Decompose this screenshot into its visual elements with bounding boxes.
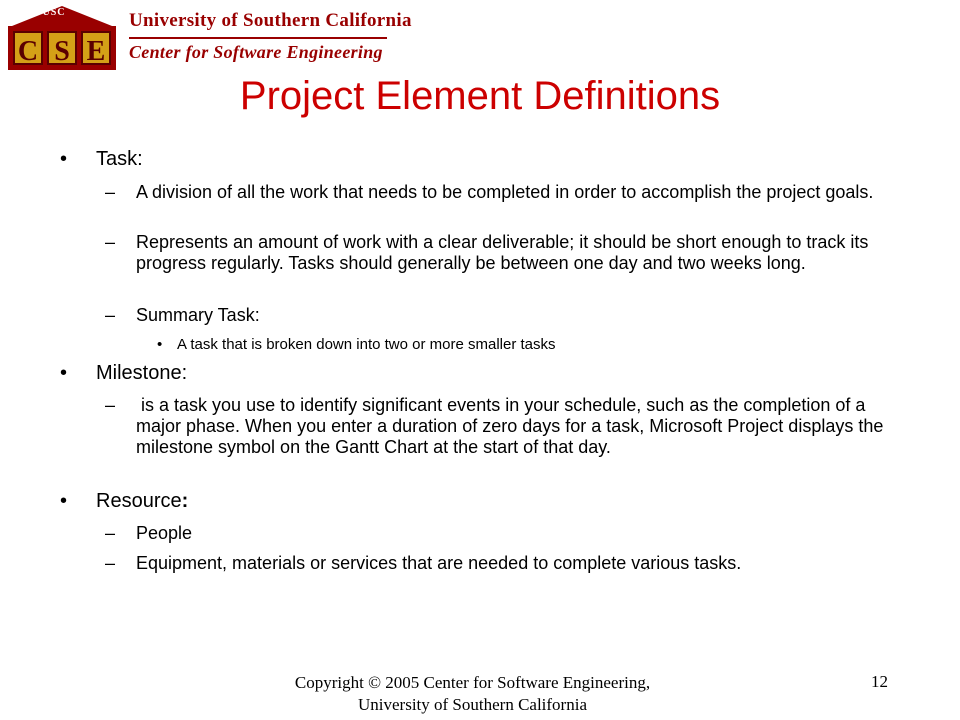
dash-symbol: – [105, 182, 116, 202]
footer-line-1: Copyright © 2005 Center for Software Engineering, [294, 673, 651, 692]
bullet-symbol: • [60, 362, 68, 384]
footer-copyright [250, 672, 695, 716]
bullet-milestone-label: Milestone: [96, 362, 188, 384]
task-item-2-text: Represents an amount of work with a clear deliverable; it should be short enough to track its progress regularly. Tasks should generally be between one day and two weeks long. [136, 232, 869, 273]
milestone-item-1-text: is a task you use to identify significant events in your schedule, such as the completion of a major phase. When you enter a duration of zero days for a task, Microsoft Project displays the milestone symbol on the Gantt Chart at the start of that day. [136, 395, 889, 457]
logo-usc-label: USC [42, 7, 66, 18]
bullet-task-label: Task: [96, 148, 143, 170]
header-center: Center for Software Engineering [129, 42, 383, 62]
page-number: 12 [871, 672, 888, 691]
dash-symbol: – [105, 553, 116, 573]
bullet-resource-label-text: Resource [96, 490, 182, 512]
dash-symbol: – [105, 395, 116, 415]
dash-symbol: – [105, 232, 116, 252]
summary-task-subitem-text: A task that is broken down into two or more smaller tasks [177, 336, 556, 353]
resource-item-1-text: People [136, 523, 193, 543]
header-university: University of Southern California [129, 10, 412, 31]
bullet-resource-colon: : [181, 490, 189, 512]
task-item-1-text: A division of all the work that needs to be completed in order to accomplish the project goals. [136, 182, 874, 202]
logo-letter-s: S [54, 36, 70, 67]
dash-symbol: – [105, 305, 116, 325]
bullet-task [60, 148, 143, 171]
bullet-symbol: • [60, 148, 68, 170]
bullet-resource [60, 490, 189, 513]
bullet-symbol: • [60, 490, 68, 512]
bullet-symbol: • [157, 336, 163, 353]
dash-symbol: – [105, 523, 116, 543]
logo-letter-c: C [17, 36, 39, 67]
logo-letter-e: E [86, 36, 106, 67]
footer-line-2: University of Southern California [358, 695, 587, 714]
resource-item-2-text: Equipment, materials or services that are needed to complete various tasks. [136, 553, 742, 573]
slide-title: Project Element Definitions [239, 74, 721, 118]
task-item-3-text: Summary Task: [136, 305, 260, 325]
summary-task-subitem [157, 336, 556, 353]
bullet-resource-label [96, 490, 188, 513]
bullet-milestone [60, 362, 188, 385]
